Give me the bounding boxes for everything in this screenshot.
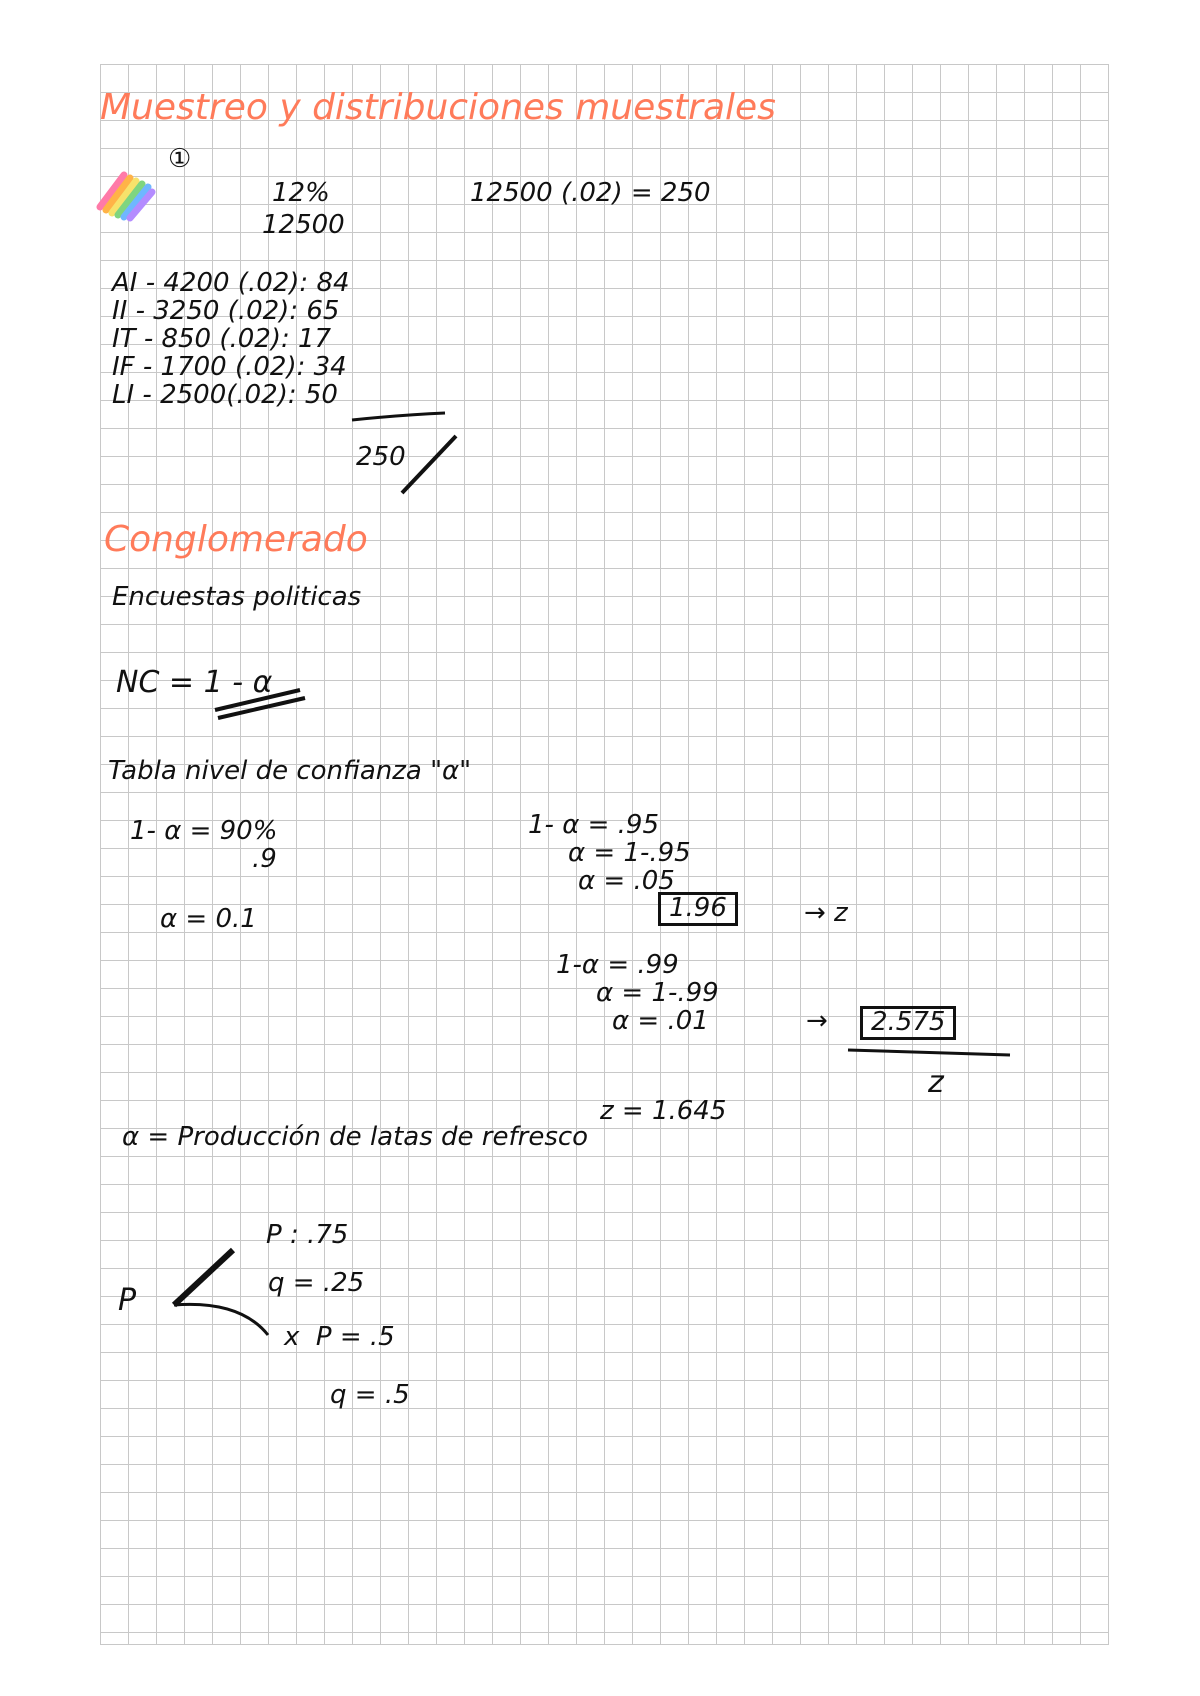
sum-underline (352, 413, 445, 420)
production-line: α = Producción de latas de refresco (122, 1122, 589, 1152)
percent-label: 12% (272, 178, 330, 208)
strata-sum: 250 (356, 442, 406, 472)
section-number: ① (168, 144, 192, 174)
p-value-line: q = .25 (268, 1268, 365, 1298)
mid-col-line: 1- α = .95 (528, 810, 659, 840)
check-mark (402, 436, 456, 493)
z-underline (848, 1050, 1010, 1055)
mid-col2-line: α = .01 (612, 1006, 709, 1036)
stratum-row: IT - 850 (.02): 17 (112, 324, 332, 354)
left-col-line: 1- α = 90% (130, 816, 278, 846)
left-col-line: .9 (252, 844, 277, 874)
arrow-to-box: → (806, 1006, 828, 1036)
stratum-row: II - 3250 (.02): 65 (112, 296, 340, 326)
mid-col2-line: 1-α = .99 (556, 950, 679, 980)
p-value-line: q = .5 (330, 1380, 410, 1410)
stratum-row: AI - 4200 (.02): 84 (112, 268, 350, 298)
mid-col-line: α = .05 (578, 866, 675, 896)
p-label: P (118, 1283, 137, 1318)
branch-down (174, 1304, 268, 1335)
total-calculation: 12500 (.02) = 250 (470, 178, 711, 208)
branch-up (174, 1250, 233, 1305)
survey-line: Encuestas politicas (112, 582, 362, 612)
z-value-box-196: 1.96 (658, 892, 738, 926)
z-value-box-2575: 2.575 (860, 1006, 956, 1040)
section-heading: Conglomerado (104, 519, 368, 560)
stratum-row: LI - 2500(.02): 50 (112, 380, 338, 410)
population-label: 12500 (262, 210, 345, 240)
rainbow-sticker-icon (100, 175, 152, 218)
left-col-line: α = 0.1 (160, 904, 257, 934)
mid-col2-line: α = 1-.99 (596, 978, 719, 1008)
nc-formula: NC = 1 - α (116, 665, 273, 700)
mid-col-line: α = 1-.95 (568, 838, 691, 868)
p-value-line: P : .75 (266, 1220, 349, 1250)
arrow-to-z: → z (804, 898, 848, 928)
z-label: z (928, 1065, 944, 1100)
stratum-row: IF - 1700 (.02): 34 (112, 352, 347, 382)
table-title: Tabla nivel de confianza "α" (108, 756, 472, 786)
z-1645: z = 1.645 (600, 1096, 727, 1126)
page-title: Muestreo y distribuciones muestrales (100, 87, 776, 128)
p-value-line: x P = .5 (284, 1322, 395, 1352)
